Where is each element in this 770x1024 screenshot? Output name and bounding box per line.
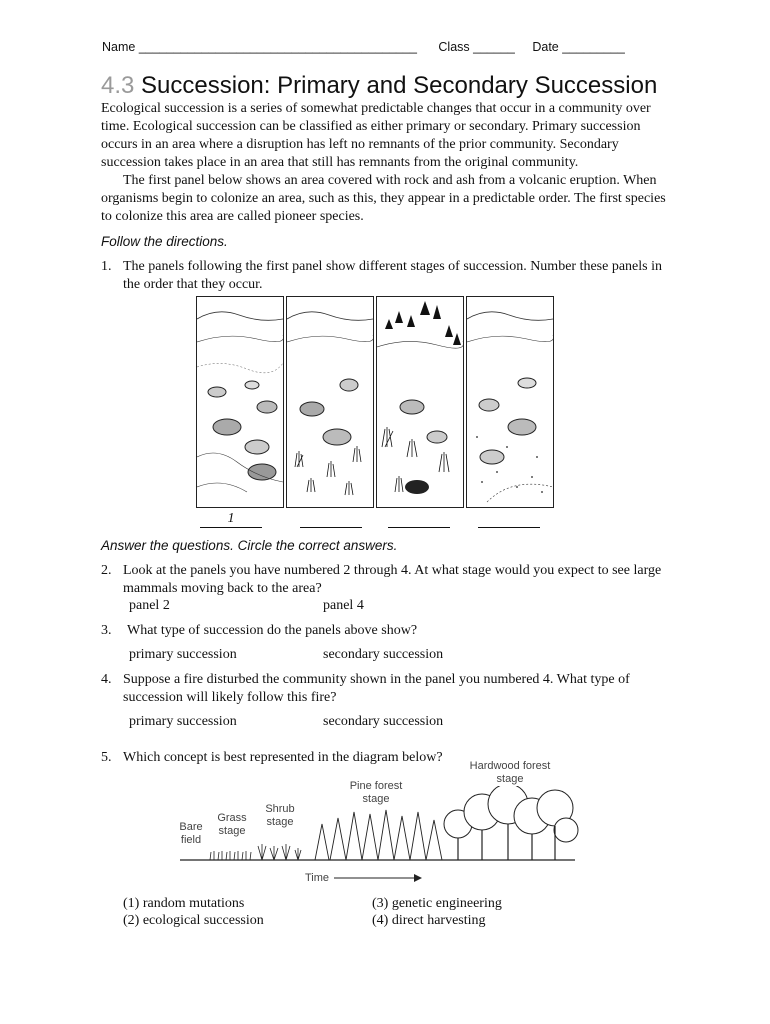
- directions-heading-1: Follow the directions.: [101, 234, 228, 249]
- label-shrub-stage: Shrub stage: [265, 803, 295, 828]
- succession-diagram: [170, 786, 580, 866]
- succession-panel-4: [466, 296, 554, 508]
- intro-paragraph-2: The first panel below shows an area covered with rock and ash from a volcanic eruption. When organisms begin to colonize an area, such as this, they appear in a predictable order. The first species to colonize this area are called pioneer species.: [101, 173, 666, 224]
- question-text: Which concept is best represented in the diagram below?: [123, 750, 443, 765]
- question-text: Look at the panels you have numbered 2 through 4. At what stage would you expect to see large mammals moving back to the area?: [123, 563, 662, 596]
- time-text: Time: [305, 872, 330, 884]
- q5-choice-1[interactable]: (1) random mutations: [123, 896, 245, 911]
- forest-stage-image: [377, 297, 463, 507]
- name-label: Name: [102, 40, 136, 54]
- label-pine-forest: Pine forest stage: [349, 780, 403, 805]
- intro-text: [101, 100, 671, 226]
- header-fields: [102, 40, 625, 54]
- q4-option-b[interactable]: secondary succession: [323, 714, 444, 729]
- label-bare-field: Bare field: [179, 821, 203, 846]
- time-arrow-icon: [332, 873, 422, 883]
- q2-option-a[interactable]: panel 2: [129, 598, 170, 613]
- panel-blank-2[interactable]: [300, 511, 362, 533]
- volcanic-landscape-image: [197, 297, 283, 507]
- section-number: 4.3: [101, 72, 135, 99]
- name-line[interactable]: ________________________________________: [138, 40, 417, 54]
- date-label: Date: [532, 40, 559, 54]
- succession-panel-3: [376, 296, 464, 508]
- class-label: Class: [438, 40, 470, 54]
- q2-option-b[interactable]: panel 4: [323, 598, 364, 613]
- question-text: The panels following the first panel show different stages of succession. Number these panels in the order that they occur.: [123, 259, 662, 292]
- succession-panel-1: [196, 296, 284, 508]
- q5-choice-4[interactable]: (4) direct harvesting: [372, 913, 486, 928]
- question-number: 2.: [101, 563, 112, 578]
- title-text: Succession: Primary and Secondary Succession: [141, 72, 658, 99]
- time-label: [305, 872, 422, 884]
- q3-option-a[interactable]: primary succession: [129, 647, 237, 662]
- question-text: What type of succession do the panels above show?: [127, 623, 418, 638]
- panel-blank-4[interactable]: [478, 511, 540, 533]
- lichen-stage-image: [467, 297, 553, 507]
- question-5: [101, 749, 671, 767]
- question-text: Suppose a fire disturbed the community shown in the panel you numbered 4. What type of succession will likely follow this fire?: [123, 672, 630, 705]
- question-number: 5.: [101, 750, 112, 765]
- class-line[interactable]: ______: [473, 40, 515, 54]
- grass-stage-image: [287, 297, 373, 507]
- question-4: [101, 671, 671, 707]
- succession-panel-2: [286, 296, 374, 508]
- q5-choice-2[interactable]: (2) ecological succession: [123, 913, 264, 928]
- question-3: [101, 622, 671, 640]
- question-number: 1.: [101, 259, 112, 274]
- question-1: [101, 258, 671, 294]
- question-number: 4.: [101, 672, 112, 687]
- question-2: [101, 562, 671, 598]
- panel-blank-3[interactable]: [388, 511, 450, 533]
- question-number: 3.: [101, 623, 112, 638]
- label-hardwood-forest: Hardwood forest stage: [469, 760, 551, 785]
- directions-heading-2: Answer the questions. Circle the correct answers.: [101, 538, 398, 553]
- q4-option-a[interactable]: primary succession: [129, 714, 237, 729]
- date-line[interactable]: _________: [562, 40, 625, 54]
- page-title: [101, 72, 657, 100]
- intro-paragraph-1: Ecological succession is a series of somewhat predictable changes that occur in a community over time. Ecological succession can be classified as either primary or secondary. Primary succession occurs in an area where a disruption has left no remnants of the prior community. Secondary succession takes place in an area that still has remnants from the original community.: [101, 101, 651, 170]
- label-grass-stage: Grass stage: [217, 812, 247, 837]
- q3-option-b[interactable]: secondary succession: [323, 647, 444, 662]
- q5-choice-3[interactable]: (3) genetic engineering: [372, 896, 502, 911]
- panel-blank-1[interactable]: 1: [200, 511, 262, 528]
